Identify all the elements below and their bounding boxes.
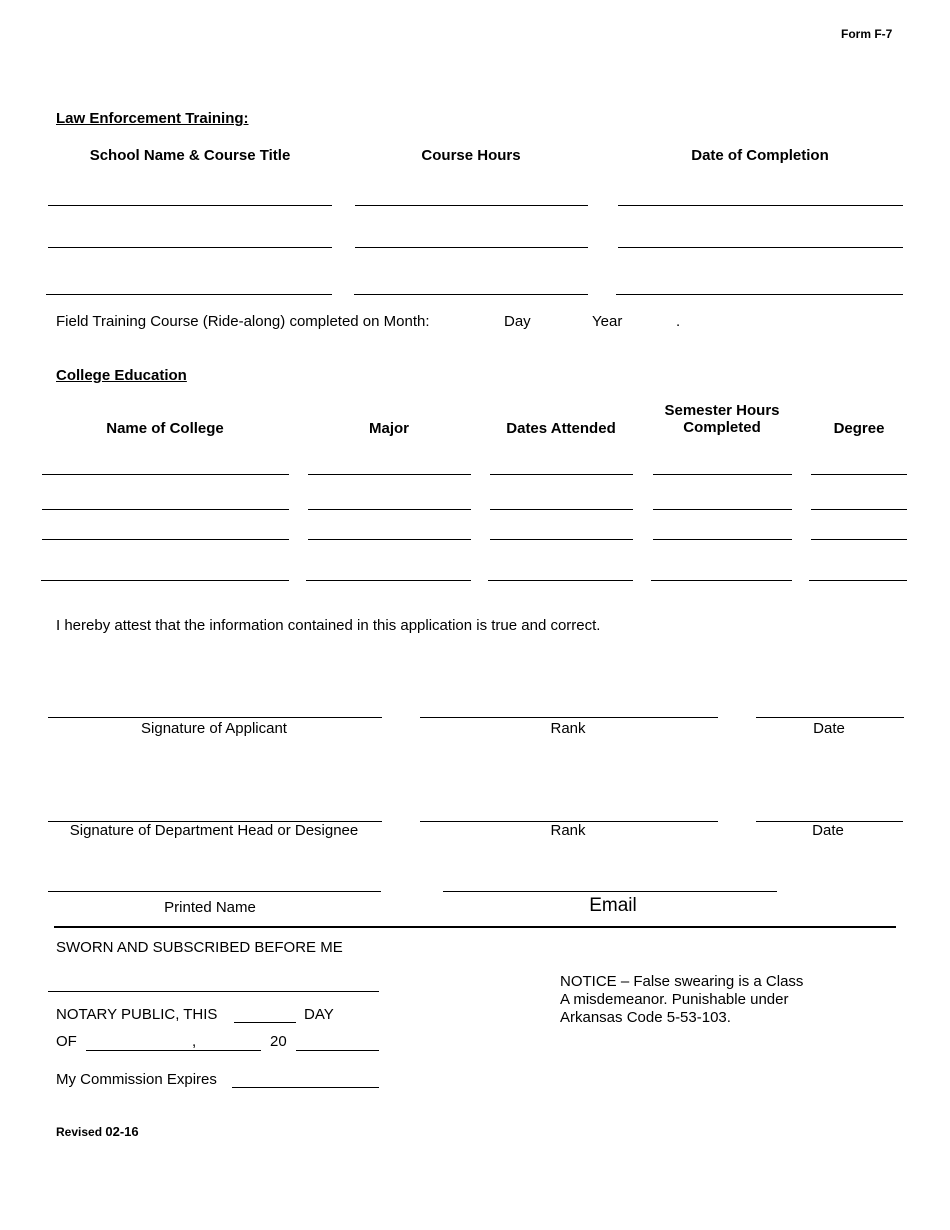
printed-name-field[interactable] [48, 891, 381, 892]
college-degree-field-1[interactable] [811, 474, 907, 475]
notice-line-1: NOTICE – False swearing is a Class [560, 973, 804, 990]
section-divider [54, 926, 896, 928]
applicant-signature-field[interactable] [48, 717, 382, 718]
notary-of-label: OF [56, 1033, 77, 1050]
college-heading: College Education [56, 367, 187, 384]
notary-day-field[interactable] [234, 1022, 296, 1023]
college-major-field-3[interactable] [308, 539, 471, 540]
day-label: Day [504, 313, 531, 330]
college-hours-field-4[interactable] [651, 580, 792, 581]
college-degree-field-3[interactable] [811, 539, 907, 540]
applicant-date-field[interactable] [756, 717, 904, 718]
sworn-text: SWORN AND SUBSCRIBED BEFORE ME [56, 939, 343, 956]
email-label: Email [589, 895, 637, 916]
dept-head-signature-label: Signature of Department Head or Designee [69, 822, 359, 839]
training-hours-field-2[interactable] [355, 247, 588, 248]
college-name-field-2[interactable] [42, 509, 289, 510]
col-course-hours: Course Hours [421, 147, 521, 164]
email-field[interactable] [443, 891, 777, 892]
college-degree-field-4[interactable] [809, 580, 907, 581]
col-dates-attended: Dates Attended [506, 420, 616, 437]
college-dates-field-1[interactable] [490, 474, 633, 475]
notary-this-label: NOTARY PUBLIC, THIS [56, 1006, 218, 1023]
col-semester-line2: Completed [683, 419, 761, 436]
college-major-field-4[interactable] [306, 580, 471, 581]
college-dates-field-4[interactable] [488, 580, 633, 581]
notary-day-label: DAY [304, 1006, 334, 1023]
college-major-field-2[interactable] [308, 509, 471, 510]
applicant-rank-label: Rank [550, 720, 586, 737]
notary-year-field[interactable] [296, 1050, 379, 1051]
dept-head-date-label: Date [812, 822, 844, 839]
training-date-field-1[interactable] [618, 205, 903, 206]
college-dates-field-3[interactable] [490, 539, 633, 540]
training-date-field-3[interactable] [616, 294, 903, 295]
training-heading: Law Enforcement Training: [56, 110, 249, 127]
college-name-field-4[interactable] [41, 580, 289, 581]
notary-signature-field[interactable] [48, 991, 379, 992]
field-training-label: Field Training Course (Ride-along) completed on Month: [56, 313, 430, 330]
col-degree: Degree [833, 420, 885, 437]
training-date-field-2[interactable] [618, 247, 903, 248]
revised-code: 02-16 [105, 1124, 139, 1139]
college-degree-field-2[interactable] [811, 509, 907, 510]
revised-label: Revised [56, 1125, 103, 1139]
college-name-field-1[interactable] [42, 474, 289, 475]
period: . [676, 313, 681, 330]
col-semester-line1: Semester Hours [664, 402, 780, 419]
commission-expires-field[interactable] [232, 1087, 379, 1088]
notary-comma: , [192, 1033, 197, 1050]
col-major: Major [368, 420, 410, 437]
col-college-name: Name of College [106, 420, 224, 437]
applicant-signature-label: Signature of Applicant [141, 720, 287, 737]
year-label: Year [592, 313, 623, 330]
college-name-field-3[interactable] [42, 539, 289, 540]
training-school-field-1[interactable] [48, 205, 332, 206]
training-school-field-3[interactable] [46, 294, 332, 295]
col-date-completion: Date of Completion [691, 147, 829, 164]
college-hours-field-2[interactable] [653, 509, 792, 510]
notice-block [560, 973, 803, 1027]
revised-stamp [56, 1124, 139, 1139]
notary-twenty-label: 20 [270, 1033, 287, 1050]
applicant-date-label: Date [813, 720, 845, 737]
training-school-field-2[interactable] [48, 247, 332, 248]
college-major-field-1[interactable] [308, 474, 471, 475]
college-hours-field-1[interactable] [653, 474, 792, 475]
dept-head-rank-label: Rank [550, 822, 586, 839]
form-id: Form F-7 [841, 27, 893, 41]
college-dates-field-2[interactable] [490, 509, 633, 510]
notary-month-field[interactable] [86, 1050, 261, 1051]
notice-line-3: Arkansas Code 5-53-103. [560, 1009, 731, 1026]
applicant-rank-field[interactable] [420, 717, 718, 718]
commission-label: My Commission Expires [56, 1071, 217, 1088]
training-hours-field-3[interactable] [354, 294, 588, 295]
col-semester-hours [664, 402, 779, 436]
notice-line-2: A misdemeanor. Punishable under [560, 991, 789, 1008]
attest-text: I hereby attest that the information contained in this application is true and correct. [56, 617, 601, 634]
training-hours-field-1[interactable] [355, 205, 588, 206]
college-hours-field-3[interactable] [653, 539, 792, 540]
printed-name-label: Printed Name [164, 899, 256, 916]
col-school-course: School Name & Course Title [89, 147, 291, 164]
